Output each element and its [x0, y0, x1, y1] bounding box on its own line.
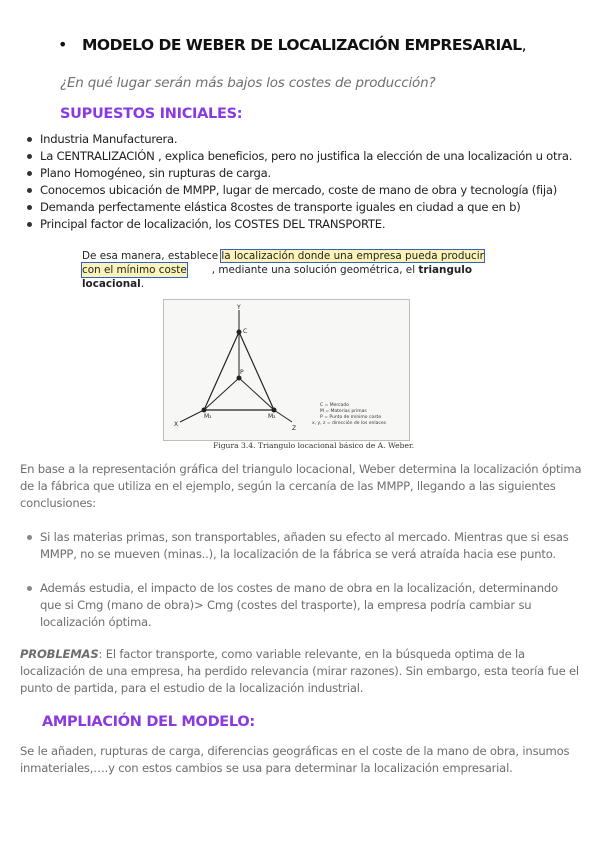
ampliacion-paragraph: Se le añaden, rupturas de carga, diferencias geográficas en el coste de la mano de obra, insumos inmateriales,….y con estos cambios se usa para determinar la localización empresarial.	[20, 744, 570, 775]
ampliacion-heading: AMPLIACIÓN DEL MODELO:	[42, 714, 255, 730]
z-direction-line	[274, 410, 292, 422]
label-y: Y	[237, 304, 241, 311]
legend-item: x, y, z = dirección de los enlaces	[312, 421, 386, 426]
market-point	[237, 330, 242, 335]
page-title: MODELO DE WEBER DE LOCALIZACIÓN EMPRESARIAL,	[82, 36, 527, 54]
highlight-phrase: la localización donde una empresa pueda producir	[221, 250, 484, 262]
link-line	[204, 378, 239, 410]
triangle-figure	[163, 299, 410, 441]
list-item: La CENTRALIZACIÓN , explica beneficios, pero no justifica la elección de una localización u otra.	[24, 148, 594, 165]
legend-item: M = Materias primas	[320, 409, 367, 414]
optimal-point	[237, 376, 242, 381]
conclusions-list-2	[24, 580, 564, 631]
list-item: Conocemos ubicación de MMPP, lugar de mercado, coste de mano de obra y tecnología (fija)	[24, 182, 594, 199]
list-item: Principal factor de localización, los COSTES DEL TRANSPORTE.	[24, 216, 594, 233]
problems-paragraph: PROBLEMAS: El factor transporte, como variable relevante, en la búsqueda optima de la localización de una empresa, ha perdido relevancia (mirar razones). Sin embargo, esta teoría fue el punto de partida, para el estudio de la localización industrial.	[20, 647, 579, 695]
intro-paragraph: En base a la representación gráfica del triangulo locacional, Weber determina la localización óptima de la fábrica que utiliza en el ejemplo, según la cercanía de las MMPP, llegando a las siguientes conclusiones:	[20, 462, 582, 510]
figure-caption: Figura 3.4. Triangulo locacional básico de A. Weber.	[213, 441, 415, 450]
list-item: Demanda perfectamente elástica 8costes de transporte iguales en ciudad a que en b)	[24, 199, 594, 216]
label-x: X	[174, 421, 179, 428]
scan-excerpt: De esa manera, establece la localización donde una empresa pueda producir con el mínimo coste , mediante una solución geométrica, el triangulo locacional.	[82, 250, 484, 290]
supuestos-list	[24, 131, 594, 233]
label-m2: M₂	[268, 413, 276, 420]
list-item: Si las materias primas, son transportables, añaden su efecto al mercado. Mientras que si esas MMPP, no se mueven (minas..), la localización de la fábrica se verá atraída hacia ese punto.	[24, 529, 584, 563]
x-direction-line	[180, 410, 204, 422]
conclusions-list	[24, 529, 584, 563]
legend-item: C = Mercado	[320, 403, 350, 408]
triangle-diagram	[164, 300, 409, 440]
label-c: C	[243, 328, 248, 335]
highlight-phrase: con el mínimo coste	[82, 264, 187, 276]
supuestos-heading: SUPUESTOS INICIALES:	[60, 106, 243, 122]
list-item: Plano Homogéneo, sin rupturas de carga.	[24, 165, 594, 182]
material-point-1	[202, 408, 207, 413]
label-m1: M₁	[204, 413, 212, 420]
label-p: P	[240, 369, 244, 376]
label-z: Z	[292, 425, 297, 432]
title-bullet: •	[58, 35, 68, 54]
subtitle: ¿En qué lugar serán más bajos los costes de producción?	[60, 75, 436, 91]
link-line	[239, 378, 274, 410]
list-item: Además estudia, el impacto de los costes de mano de obra en la localización, determinando que si Cmg (mano de obra)> Cmg (costes del trasporte), la empresa podría cambiar su localización óptima.	[24, 580, 564, 631]
legend-item: P = Punto de mínimo coste	[320, 415, 382, 420]
list-item: Industria Manufacturera.	[24, 131, 594, 148]
material-point-2	[272, 408, 277, 413]
